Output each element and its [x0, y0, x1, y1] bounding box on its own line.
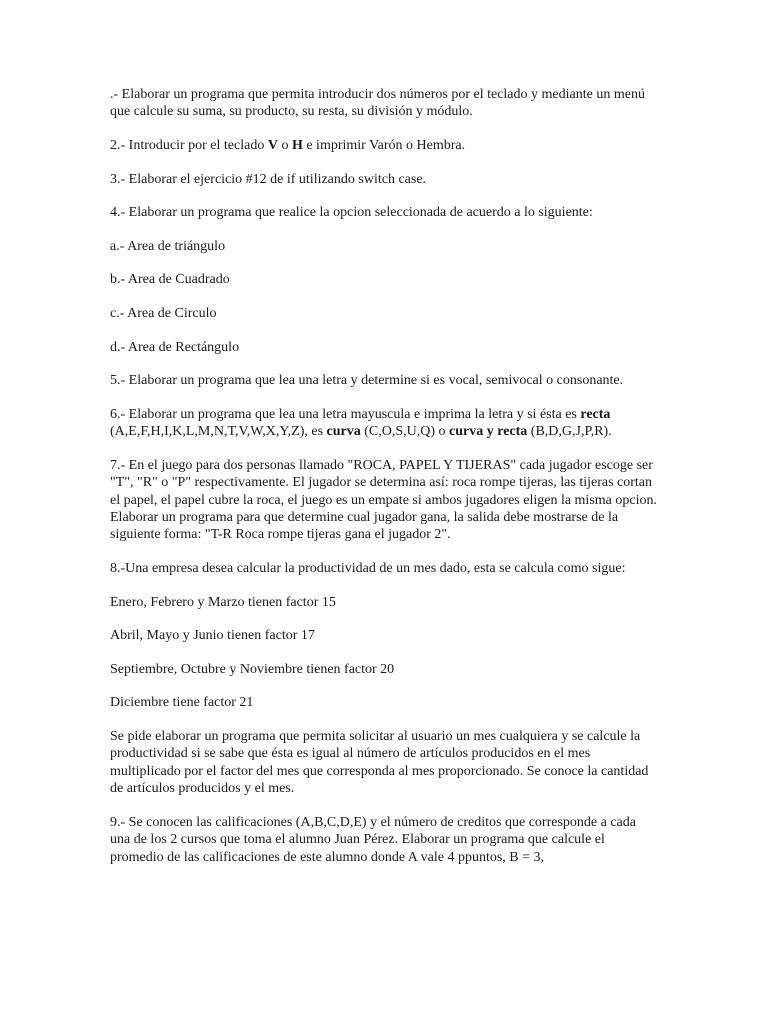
text-segment: (A,E,F,H,I,K,L,M,N,T,V,W,X,Y,Z), es: [110, 424, 327, 440]
text-segment: 9.- Se conocen las calificaciones (A,B,C,D,E) y el número de creditos que corresponde a cada una de los 2 cursos que toma el alumno Juan Pérez. Elaborar un programa que calcule el promedio de las calificaciones de este alumno donde A vale 4 ppuntos, B = 3,: [110, 814, 636, 865]
paragraph-p18: [110, 814, 658, 866]
text-segment: 5.- Elaborar un programa que lea una letra y determine si es vocal, semivocal o consonante.: [110, 373, 624, 389]
text-segment: .- Elaborar un programa que permita introducir dos números por el teclado y mediante un menú que calcule su suma, su producto, su resta, su división y módulo.: [110, 87, 645, 120]
paragraph-p12: [110, 560, 658, 577]
text-segment: 3.- Elaborar el ejercicio #12 de if utilizando switch case.: [110, 171, 427, 187]
text-segment: 6.- Elaborar un programa que lea una letra mayuscula e imprima la letra y si ésta es: [110, 406, 581, 422]
paragraph-p9: [110, 372, 658, 389]
paragraph-p4: [110, 204, 658, 221]
bold-text: curva y recta: [449, 424, 528, 440]
text-segment: b.- Area de Cuadrado: [110, 272, 230, 288]
text-segment: d.- Area de Rectángulo: [110, 339, 240, 355]
text-segment: o: [277, 138, 292, 153]
paragraph-p14: [110, 627, 658, 644]
text-segment: (B,D,G,J,P,R).: [527, 424, 612, 440]
paragraph-p13: [110, 594, 658, 611]
text-segment: e imprimir Varón o Hembra.: [302, 138, 466, 153]
paragraph-p8: [110, 339, 658, 356]
text-segment: Abril, Mayo y Junio tienen factor 17: [110, 628, 315, 644]
paragraph-p17: [110, 728, 658, 798]
bold-text: V: [267, 138, 278, 153]
paragraph-p6: [110, 271, 658, 288]
text-segment: Se pide elaborar un programa que permita solicitar al usuario un mes cualquiera y se calcule la productividad si se sabe que ésta es igual al número de artículos producidos en el mes multiplicado por el factor del mes que corresponda al mes proporcionado. Se conoce la cantidad de artículos producidos y el mes.: [110, 728, 649, 797]
text-segment: 7.- En el juego para dos personas llamado "ROCA, PAPEL Y TIJERAS" cada jugador escoge ser "T", "R" o "P" respectivamente. El jugador se determina así: roca rompe tijeras, las tijeras cortan el papel, el papel cubre la roca, el juego es un empate si ambos jugadores eligen la misma opcion. Elaborar un programa para que determine cual jugador gana, la salida debe mostrarse de la siguiente forma: "T-R Roca rompe tijeras gana el jugador 2".: [110, 457, 657, 543]
text-segment: 4.- Elaborar un programa que realice la opcion seleccionada de acuerdo a lo siguiente:: [110, 205, 593, 221]
bold-text: curva: [326, 424, 361, 440]
paragraph-p11: [110, 457, 658, 544]
bold-text: H: [291, 138, 303, 153]
paragraph-p5: [110, 238, 658, 255]
paragraph-p3: [110, 171, 658, 188]
text-segment: Septiembre, Octubre y Noviembre tienen factor 20: [110, 661, 395, 677]
text-segment: 8.-Una empresa desea calcular la productividad de un mes dado, esta se calcula como sigue:: [110, 560, 626, 576]
paragraph-p2: [110, 137, 658, 154]
text-segment: c.- Area de Circulo: [110, 305, 217, 321]
document-page: [110, 86, 658, 882]
paragraph-p10: [110, 406, 658, 441]
text-segment: 2.- Introducir por el teclado: [110, 138, 268, 153]
paragraph-p15: [110, 661, 658, 678]
text-segment: (C,O,S,U,Q) o: [360, 424, 450, 440]
paragraph-p1: [110, 86, 658, 121]
text-segment: Enero, Febrero y Marzo tienen factor 15: [110, 594, 336, 610]
paragraph-p16: [110, 694, 658, 711]
text-segment: a.- Area de triángulo: [110, 238, 226, 254]
bold-text: recta: [580, 406, 611, 422]
paragraph-p7: [110, 305, 658, 322]
text-segment: Diciembre tiene factor 21: [110, 695, 254, 711]
